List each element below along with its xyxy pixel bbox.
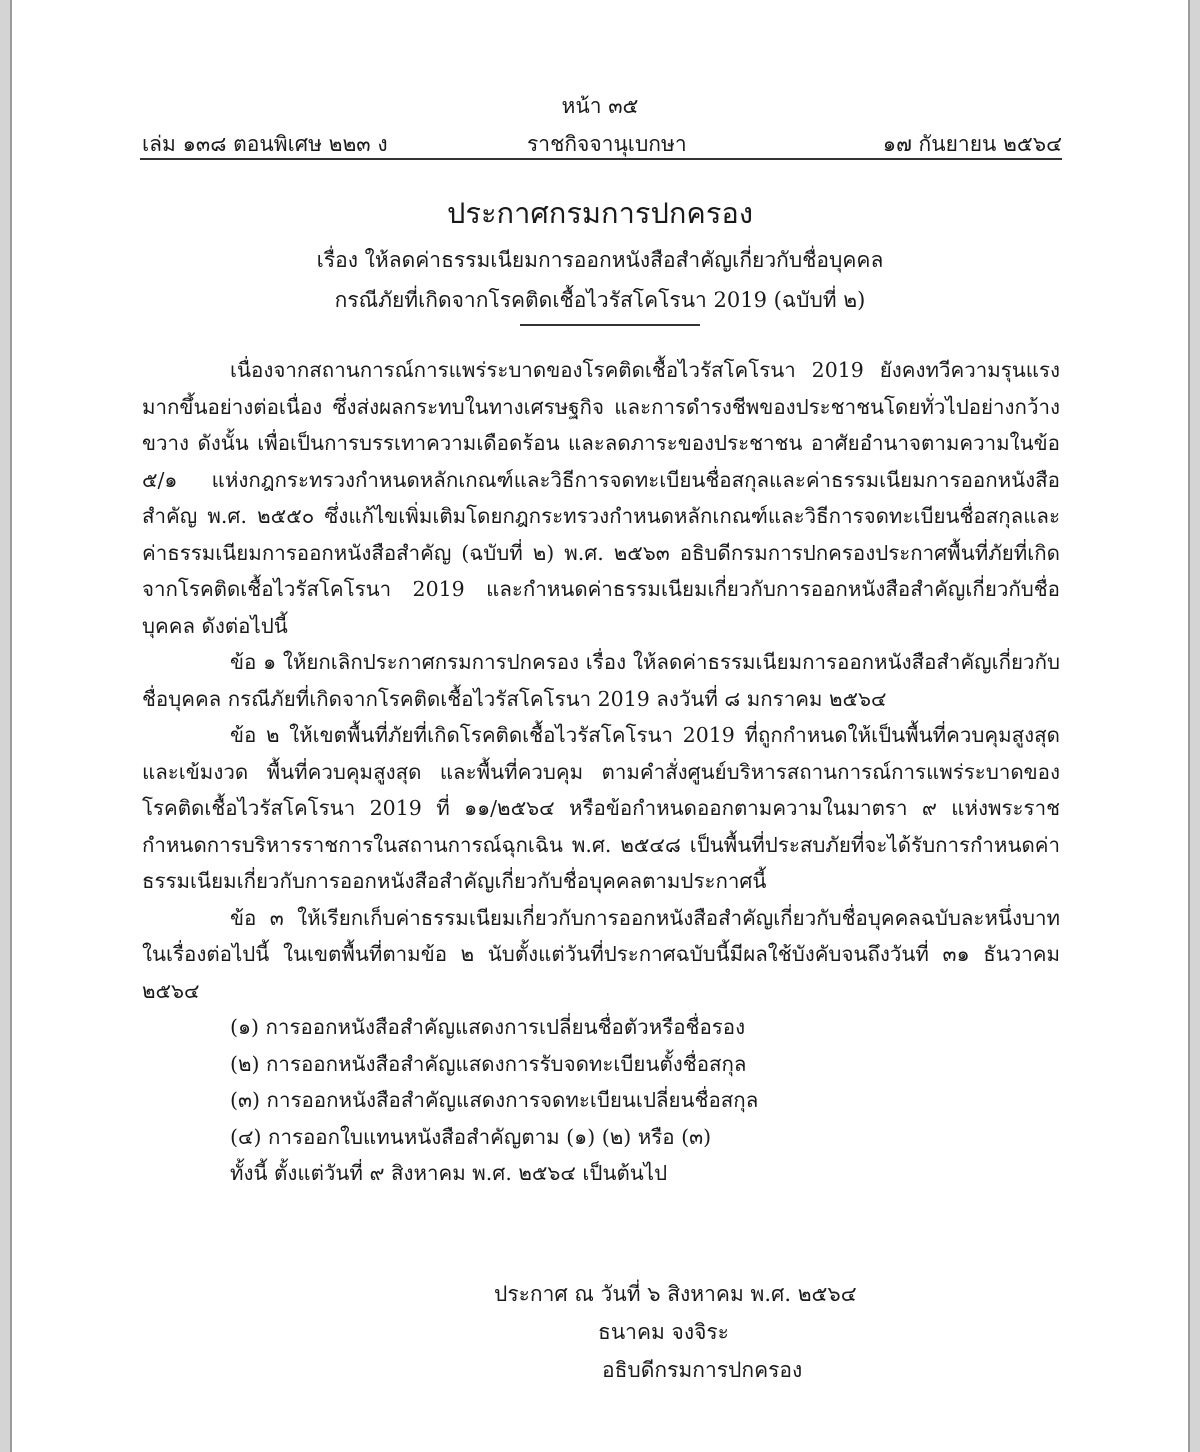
signatory-name: ธนาคม จงจิระ <box>598 1320 729 1344</box>
viewer-frame-left <box>0 0 10 1452</box>
preamble-paragraph: เนื่องจากสถานการณ์การแพร่ระบาดของโรคติดเชื้อไวรัสโคโรนา 2019 ยังคงทวีความรุนแรงมากขึ้นอย่างต่อเนื่อง ซึ่งส่งผลกระทบในทางเศรษฐกิจ และการดำรงชีพของประชาชนโดยทั่วไปอย่างกว้างขวาง ดังนั้น เพื่อเป็นการบรรเทาความเดือดร้อน และลดภาระของประชาชน อาศัยอำนาจตามความในข้อ ๕/๑ แห่งกฎกระทรวงกำหนดหลักเกณฑ์และวิธีการจดทะเบียนชื่อสกุลและค่าธรรมเนียมการออกหนังสือสำคัญ พ.ศ. ๒๕๕๐ ซึ่งแก้ไขเพิ่มเติมโดยกฎกระทรวงกำหนดหลักเกณฑ์และวิธีการจดทะเบียนชื่อสกุลและค่าธรรมเนียมการออกหนังสือสำคัญ (ฉบับที่ ๒) พ.ศ. ๒๕๖๓ อธิบดีกรมการปกครองประกาศพื้นที่ภัยที่เกิดจากโรคติดเชื้อไวรัสโคโรนา 2019 และกำหนดค่าธรรมเนียมเกี่ยวกับการออกหนังสือสำคัญเกี่ยวกับชื่อบุคคล ดังต่อไปนี้ <box>142 358 1060 638</box>
header-divider <box>140 158 1062 160</box>
effective-date: ทั้งนี้ ตั้งแต่วันที่ ๙ สิงหาคม พ.ศ. ๒๕๖๔ เป็นต้นไป <box>230 1161 668 1185</box>
announcement-body <box>142 352 1060 1192</box>
gazette-date: ๑๗ กันยายน ๒๕๖๔ <box>882 132 1062 156</box>
viewer-frame-edge-right <box>1188 0 1190 1452</box>
signatory-position: อธิบดีกรมการปกครอง <box>602 1358 803 1382</box>
title-divider <box>520 324 700 326</box>
page-number: หน้า ๓๕ <box>561 94 639 118</box>
list-item: (๑) การออกหนังสือสำคัญแสดงการเปลี่ยนชื่อตัวหรือชื่อรอง <box>230 1015 746 1039</box>
subject-line: เรื่อง ให้ลดค่าธรรมเนียมการออกหนังสือสำคัญเกี่ยวกับชื่อบุคคล <box>316 248 884 272</box>
list-item: (๔) การออกใบแทนหนังสือสำคัญตาม (๑) (๒) หรือ (๓) <box>230 1124 712 1149</box>
clause-3: ข้อ ๓ ให้เรียกเก็บค่าธรรมเนียมเกี่ยวกับการออกหนังสือสำคัญเกี่ยวกับชื่อบุคคลฉบับละหนึ่งบาท ในเรื่องต่อไปนี้ ในเขตพื้นที่ตามข้อ ๒ นับตั้งแต่วันที่ประกาศฉบับนี้มีผลใช้บังคับจนถึงวันที่ ๓๑ ธันวาคม ๒๕๖๔ <box>142 905 1060 1003</box>
announcement-title: ประกาศกรมการปกครอง <box>446 196 753 230</box>
clause-1: ข้อ ๑ ให้ยกเลิกประกาศกรมการปกครอง เรื่อง ให้ลดค่าธรรมเนียมการออกหนังสือสำคัญเกี่ยวกับชื่อบุคคล กรณีภัยที่เกิดจากโรคติดเชื้อไวรัสโคโรนา 2019 ลงวันที่ ๘ มกราคม ๒๕๖๔ <box>142 650 1060 711</box>
list-item: (๓) การออกหนังสือสำคัญแสดงการจดทะเบียนเปลี่ยนชื่อสกุล <box>230 1088 759 1112</box>
list-item: (๒) การออกหนังสือสำคัญแสดงการรับจดทะเบียนตั้งชื่อสกุล <box>230 1051 747 1076</box>
signature-date: ประกาศ ณ วันที่ ๖ สิงหาคม พ.ศ. ๒๕๖๔ <box>494 1282 857 1306</box>
announcement-subject <box>12 240 1188 320</box>
volume-issue: เล่ม ๑๓๘ ตอนพิเศษ ๒๒๓ ง <box>142 132 388 156</box>
document-page <box>12 0 1188 1452</box>
subject-line: กรณีภัยที่เกิดจากโรคติดเชื้อไวรัสโคโรนา 2019 (ฉบับที่ ๒) <box>334 288 866 312</box>
viewer-frame-right <box>1190 0 1200 1452</box>
clause-2: ข้อ ๒ ให้เขตพื้นที่ภัยที่เกิดโรคติดเชื้อไวรัสโคโรนา 2019 ที่ถูกกำหนดให้เป็นพื้นที่ควบคุมสูงสุดและเข้มงวด พื้นที่ควบคุมสูงสุด และพื้นที่ควบคุม ตามคำสั่งศูนย์บริหารสถานการณ์การแพร่ระบาดของโรคติดเชื้อไวรัสโคโรนา 2019 ที่ ๑๑/๒๕๖๔ หรือข้อกำหนดออกตามความในมาตรา ๙ แห่งพระราชกำหนดการบริหารราชการในสถานการณ์ฉุกเฉิน พ.ศ. ๒๕๔๘ เป็นพื้นที่ประสบภัยที่จะได้รับการกำหนดค่าธรรมเนียมเกี่ยวกับการออกหนังสือสำคัญเกี่ยวกับชื่อบุคคลตามประกาศนี้ <box>142 723 1060 893</box>
gazette-name: ราชกิจจานุเบกษา <box>527 132 687 156</box>
